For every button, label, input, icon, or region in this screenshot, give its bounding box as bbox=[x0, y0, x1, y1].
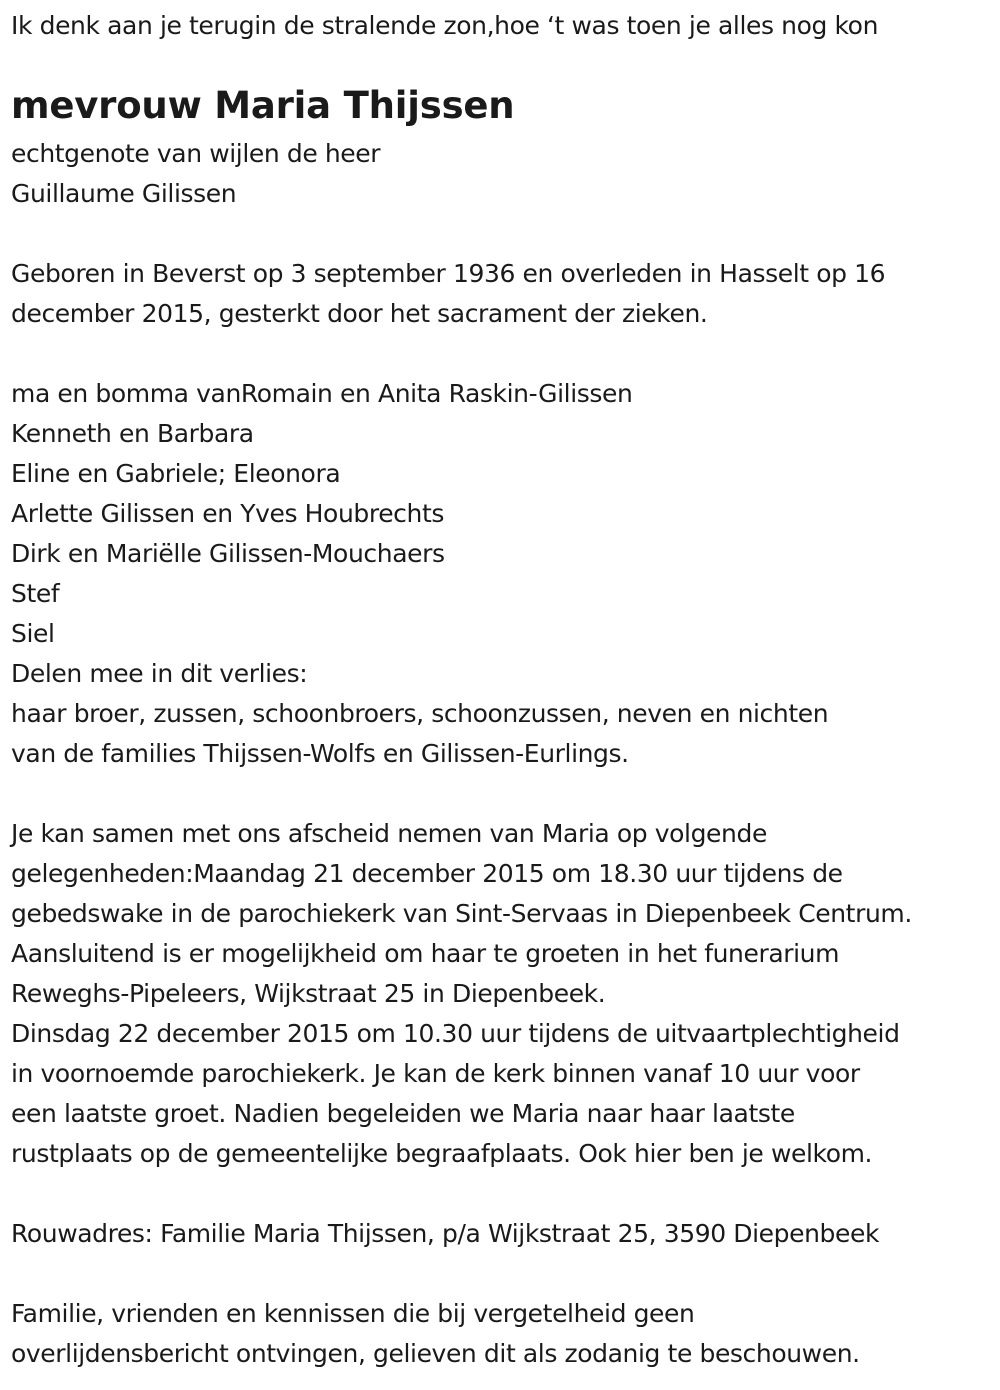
farewell-line: Je kan samen met ons afscheid nemen van Maria op volgende bbox=[11, 819, 767, 848]
family-line: Arlette Gilissen en Yves Houbrechts bbox=[11, 499, 444, 528]
family-line: ma en bomma vanRomain en Anita Raskin-Gilissen bbox=[11, 379, 633, 408]
farewell-line: Aansluitend is er mogelijkheid om haar te groeten in het funerarium bbox=[11, 939, 840, 968]
opening-quote: Ik denk aan je terugin de stralende zon,hoe ‘t was toen je alles nog kon bbox=[11, 11, 879, 40]
notice-line: Familie, vrienden en kennissen die bij vergetelheid geen bbox=[11, 1299, 695, 1328]
farewell-section bbox=[11, 814, 912, 1174]
family-section bbox=[11, 374, 828, 774]
family-line: Delen mee in dit verlies: bbox=[11, 659, 308, 688]
notice-line: overlijdensbericht ontvingen, gelieven dit als zodanig te beschouwen. bbox=[11, 1339, 860, 1368]
mourning-address: Rouwadres: Familie Maria Thijssen, p/a Wijkstraat 25, 3590 Diepenbeek bbox=[11, 1219, 880, 1248]
address-section bbox=[11, 1214, 879, 1254]
birth-death-section bbox=[11, 254, 885, 334]
notice-section bbox=[11, 1294, 860, 1374]
farewell-line: rustplaats op de gemeentelijke begraafplaats. Ook hier ben je welkom. bbox=[11, 1139, 873, 1168]
family-line: Dirk en Mariëlle Gilissen-Mouchaers bbox=[11, 539, 445, 568]
family-line: van de families Thijssen-Wolfs en Gilissen-Eurlings. bbox=[11, 739, 629, 768]
farewell-line: Dinsdag 22 december 2015 om 10.30 uur tijdens de uitvaartplechtigheid bbox=[11, 1019, 900, 1048]
farewell-line: in voornoemde parochiekerk. Je kan de kerk binnen vanaf 10 uur voor bbox=[11, 1059, 860, 1088]
spouse-section bbox=[11, 134, 380, 214]
spouse-line: echtgenote van wijlen de heer bbox=[11, 139, 381, 168]
family-line: Kenneth en Barbara bbox=[11, 419, 254, 448]
family-line: Eline en Gabriele; Eleonora bbox=[11, 459, 341, 488]
birth-death-line: Geboren in Beverst op 3 september 1936 en overleden in Hasselt op 16 bbox=[11, 259, 886, 288]
family-line: haar broer, zussen, schoonbroers, schoonzussen, neven en nichten bbox=[11, 699, 829, 728]
deceased-name: mevrouw Maria Thijssen bbox=[11, 84, 515, 127]
family-line: Siel bbox=[11, 619, 55, 648]
spouse-line: Guillaume Gilissen bbox=[11, 179, 237, 208]
farewell-line: gebedswake in de parochiekerk van Sint-Servaas in Diepenbeek Centrum. bbox=[11, 899, 912, 928]
farewell-line: Reweghs-Pipeleers, Wijkstraat 25 in Diepenbeek. bbox=[11, 979, 606, 1008]
farewell-line: een laatste groet. Nadien begeleiden we Maria naar haar laatste bbox=[11, 1099, 795, 1128]
farewell-line: gelegenheden:Maandag 21 december 2015 om 18.30 uur tijdens de bbox=[11, 859, 843, 888]
family-line: Stef bbox=[11, 579, 60, 608]
birth-death-line: december 2015, gesterkt door het sacrament der zieken. bbox=[11, 299, 708, 328]
